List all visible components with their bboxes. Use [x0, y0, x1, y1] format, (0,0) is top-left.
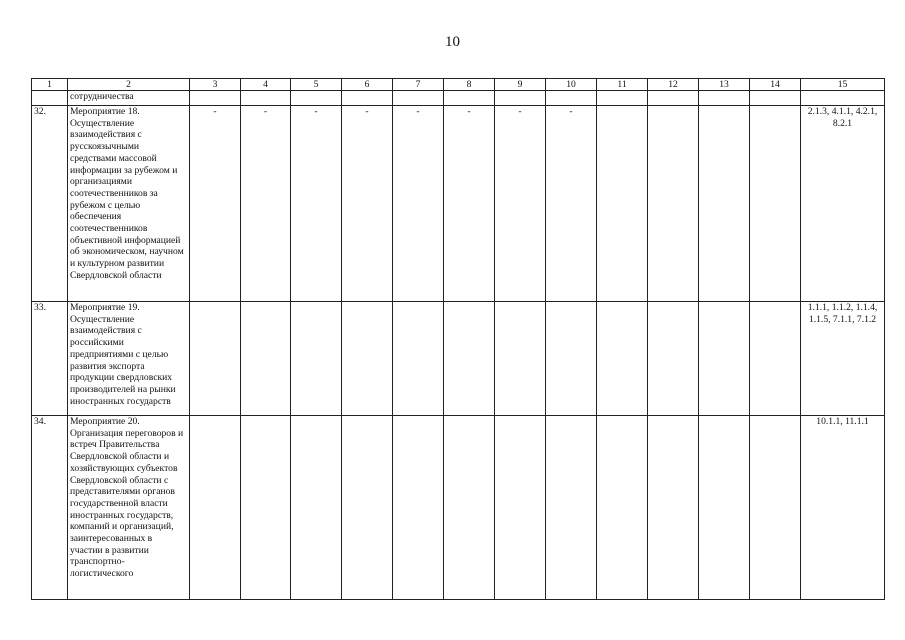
table-cell: [291, 91, 342, 106]
table-cell: [699, 106, 750, 302]
table-cell: [342, 302, 393, 416]
table-cell: [648, 106, 699, 302]
header-row: [32, 79, 885, 91]
header-cell: 6: [342, 79, 393, 91]
header-cell: 9: [495, 79, 546, 91]
activity-text: Мероприятие 20. Организация переговоров и встреч Правительства Свердловской области и хозяйствующих субъектов Свердловской области с представителями органов государственной власти иностранных государств, компаний и организаций, заинтересованных в участии в развитии транспортно-логистического: [68, 416, 190, 600]
activity-text: сотрудничества: [68, 91, 190, 106]
table-cell: [546, 416, 597, 600]
table-cell: [750, 302, 801, 416]
table-cell: -: [495, 106, 546, 302]
target-codes: 2.1.3, 4.1.1, 4.2.1, 8.2.1: [801, 106, 885, 302]
header-cell: 7: [393, 79, 444, 91]
table-cell: [241, 416, 291, 600]
table-cell: [241, 91, 291, 106]
header-cell: 15: [801, 79, 885, 91]
header-cell: 14: [750, 79, 801, 91]
table-cell: [801, 91, 885, 106]
table-cell: [291, 416, 342, 600]
table-cell: [597, 91, 648, 106]
row-number: 32.: [32, 106, 68, 302]
target-codes: 1.1.1, 1.1.2, 1.1.4, 1.1.5, 7.1.1, 7.1.2: [801, 302, 885, 416]
activity-text: Мероприятие 19. Осуществление взаимодействия с российскими предприятиями с целью развития экспорта продукции свердловских производителей на рынки иностранных государств: [68, 302, 190, 416]
table-cell: -: [342, 106, 393, 302]
table-cell: [393, 416, 444, 600]
header-cell: 5: [291, 79, 342, 91]
table-cell: -: [393, 106, 444, 302]
header-cell: 2: [68, 79, 190, 91]
header-cell: 10: [546, 79, 597, 91]
table-cell: [750, 91, 801, 106]
table-cell: -: [291, 106, 342, 302]
table-cell: [444, 91, 495, 106]
table-cell: [495, 416, 546, 600]
header-cell: 3: [190, 79, 241, 91]
table-row: [32, 416, 885, 600]
table-cell: [699, 416, 750, 600]
table-cell: [648, 91, 699, 106]
target-codes: 10.1.1, 11.1.1: [801, 416, 885, 600]
table-cell: [648, 302, 699, 416]
header-cell: 12: [648, 79, 699, 91]
table-cell: [648, 416, 699, 600]
table-row: [32, 302, 885, 416]
table-cell: [699, 302, 750, 416]
table-cell: -: [444, 106, 495, 302]
table-cell: [190, 302, 241, 416]
table-cell: [750, 416, 801, 600]
table-cell: -: [190, 106, 241, 302]
table-cell: -: [241, 106, 291, 302]
table-cell: [342, 416, 393, 600]
header-cell: 1: [32, 79, 68, 91]
table-cell: [342, 91, 393, 106]
header-cell: 13: [699, 79, 750, 91]
header-cell: 4: [241, 79, 291, 91]
table-cell: [190, 91, 241, 106]
table-cell: [32, 91, 68, 106]
table-cell: [699, 91, 750, 106]
table-row: [32, 106, 885, 302]
table-cell: [597, 106, 648, 302]
table-cell: [190, 416, 241, 600]
table-cell: [444, 416, 495, 600]
table-cell: [393, 91, 444, 106]
activity-text: Мероприятие 18. Осуществление взаимодействия с русскоязычными средствами массовой информации за рубежом и организациями соотечественников за рубежом с целью обеспечения соотечественников объективной информацией об экономическом, научном и культурном развитии Свердловской области: [68, 106, 190, 302]
table-cell: [444, 302, 495, 416]
table-cell: [495, 91, 546, 106]
header-cell: 8: [444, 79, 495, 91]
table-cell: [597, 302, 648, 416]
table-cell: [393, 302, 444, 416]
table-cell: [495, 302, 546, 416]
table-cell: [597, 416, 648, 600]
row-number: 33.: [32, 302, 68, 416]
table-cell: [291, 302, 342, 416]
table-cell: [546, 302, 597, 416]
table-cell: [546, 91, 597, 106]
header-cell: 11: [597, 79, 648, 91]
table-cell: -: [546, 106, 597, 302]
table-cell: [241, 302, 291, 416]
continuation-row: [32, 91, 885, 106]
data-table: [31, 78, 885, 600]
row-number: 34.: [32, 416, 68, 600]
table-cell: [750, 106, 801, 302]
page-number: 10: [445, 34, 460, 50]
